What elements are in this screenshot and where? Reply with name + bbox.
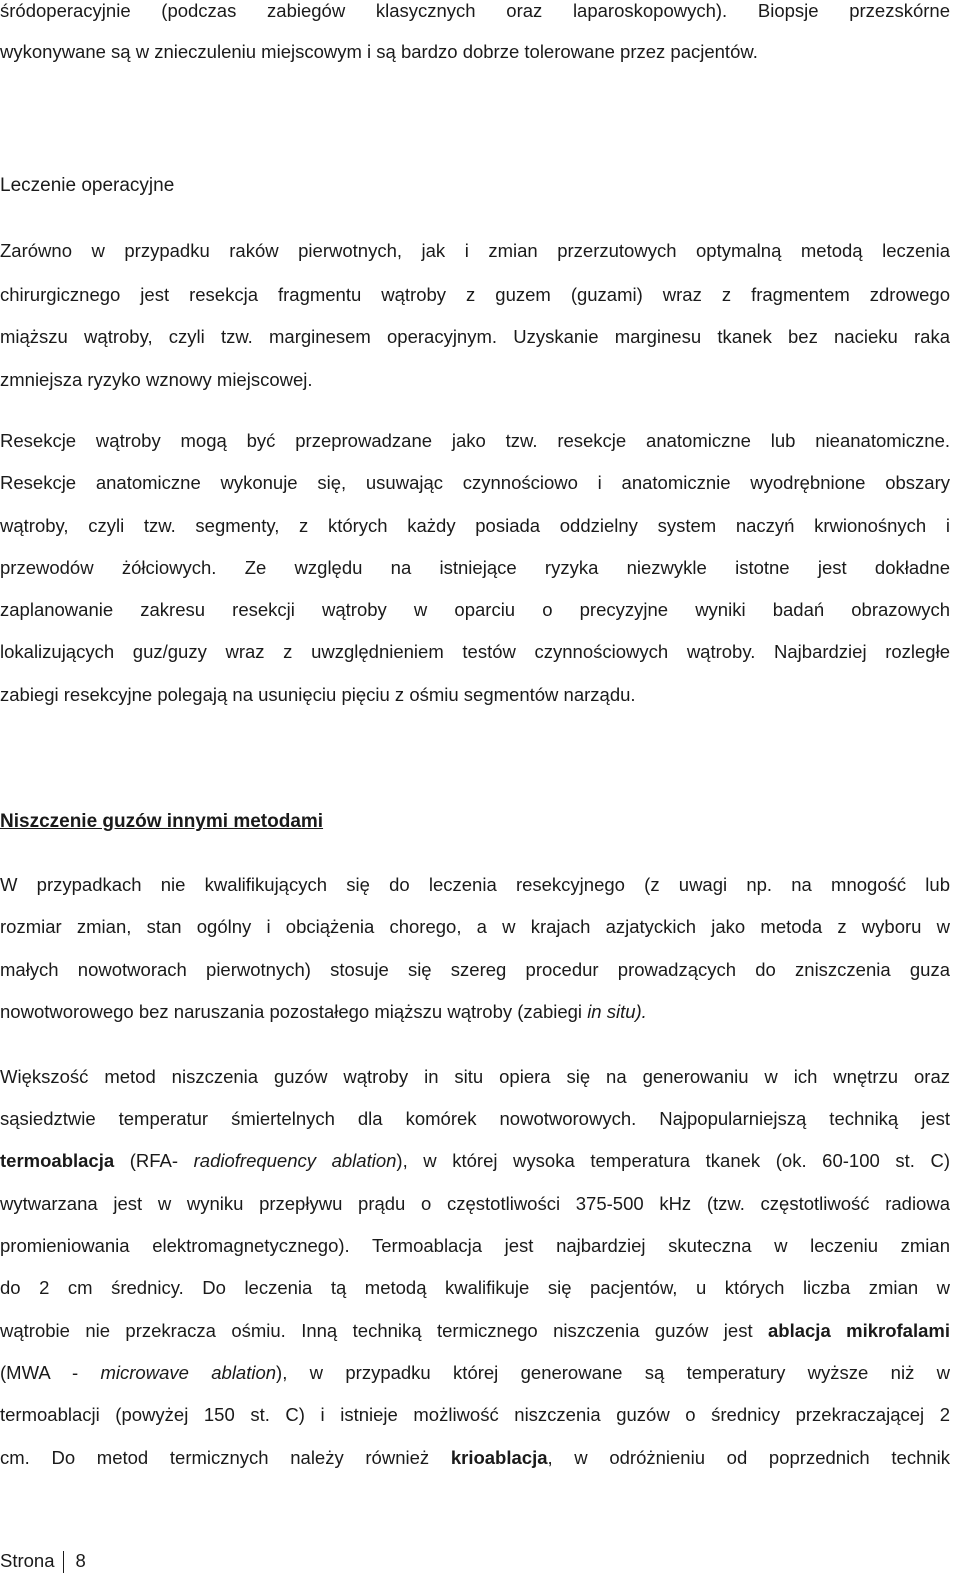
paragraph-line: miąższu wątroby, czyli tzw. marginesem operacyjnym. Uzyskanie marginesu tkanek bez nacieku raka [0, 326, 950, 347]
text-run: , w odróżnieniu od poprzednich technik [547, 1447, 950, 1468]
intro-line: wykonywane są w znieczuleniu miejscowym i są bardzo dobrze tolerowane przez pacjentów. [0, 41, 758, 62]
page-footer [0, 1550, 86, 1573]
paragraph-line: sąsiedztwie temperatur śmiertelnych dla komórek nowotworowych. Najpopularniejszą techniką jest [0, 1108, 950, 1129]
paragraph-line: Zarówno w przypadku raków pierwotnych, jak i zmian przerzutowych optymalną metodą leczenia [0, 240, 950, 261]
paragraph-line: wątroby, czyli tzw. segmenty, z których każdy posiada oddzielny system naczyń krwionośnych i [0, 515, 950, 536]
paragraph-line [0, 1320, 950, 1342]
page-number: 8 [75, 1550, 86, 1571]
paragraph-line [0, 1150, 950, 1172]
italic-text: radiofrequency ablation [193, 1150, 397, 1171]
italic-text: in situ). [587, 1001, 647, 1022]
text-run: ), w której wysoka temperatura tkanek (ok. 60-100 st. C) [396, 1150, 950, 1171]
paragraph-line: rozmiar zmian, stan ogólny i obciążenia chorego, a w krajach azjatyckich jako metoda z wyboru w [0, 916, 950, 937]
paragraph-line: W przypadkach nie kwalifikujących się do leczenia resekcyjnego (z uwagi np. na mnogość lub [0, 874, 950, 895]
bold-term: ablacja mikrofalami [768, 1320, 950, 1341]
paragraph-line: Resekcje anatomiczne wykonuje się, usuwając czynnościowo i anatomicznie wyodrębnione obszary [0, 472, 950, 493]
bold-term: termoablacja [0, 1150, 115, 1171]
paragraph-line: Resekcje wątroby mogą być przeprowadzane jako tzw. resekcje anatomiczne lub nieanatomiczne. [0, 430, 950, 451]
paragraph-line: lokalizujących guz/guzy wraz z uwzględnieniem testów czynnościowych wątroby. Najbardziej rozległe [0, 641, 950, 662]
text-run: cm. Do metod termicznych należy również [0, 1447, 451, 1468]
paragraph-line: zmniejsza ryzyko wznowy miejscowej. [0, 369, 313, 390]
text-run: ), w przypadku której generowane są temperatury wyższe niż w [276, 1362, 950, 1383]
paragraph-line: małych nowotworach pierwotnych) stosuje się szereg procedur prowadzących do zniszczenia guza [0, 959, 950, 980]
intro-line: śródoperacyjnie (podczas zabiegów klasycznych oraz laparoskopowych). Biopsje przezskórne [0, 0, 950, 21]
text-run: (MWA - [0, 1362, 101, 1383]
bold-term: krioablacja [450, 1447, 548, 1468]
page-label: Strona [0, 1550, 55, 1571]
paragraph-line: zabiegi resekcyjne polegają na usunięciu pięciu z ośmiu segmentów narządu. [0, 684, 636, 705]
paragraph-line: termoablacji (powyżej 150 st. C) i istnieje możliwość niszczenia guzów o średnicy przekraczającej 2 [0, 1404, 950, 1425]
paragraph-line: wytwarzana jest w wyniku przepływu prądu o częstotliwości 375-500 kHz (tzw. częstotliwość radiowa [0, 1193, 950, 1214]
paragraph-line: Większość metod niszczenia guzów wątroby in situ opiera się na generowaniu w ich wnętrzu oraz [0, 1066, 950, 1087]
paragraph-line [0, 1001, 950, 1023]
paragraph-line: zaplanowanie zakresu resekcji wątroby w oparciu o precyzyjne wyniki badań obrazowych [0, 599, 950, 620]
paragraph-line [0, 1447, 950, 1469]
text-run: nowotworowego bez naruszania pozostałego miąższu wątroby (zabiegi [0, 1001, 588, 1022]
paragraph-line: promieniowania elektromagnetycznego). Termoablacja jest najbardziej skuteczna w leczeniu zmian [0, 1235, 950, 1256]
paragraph-line: przewodów żółciowych. Ze względu na istniejące ryzyka niezwykle istotne jest dokładne [0, 557, 950, 578]
section-heading-ablation: Niszczenie guzów innymi metodami [0, 811, 324, 832]
paragraph-line: do 2 cm średnicy. Do leczenia tą metodą kwalifikuje się pacjentów, u których liczba zmian w [0, 1277, 950, 1298]
text-run: (RFA- [114, 1150, 194, 1171]
section-heading-surgery: Leczenie operacyjne [0, 175, 175, 196]
footer-separator [63, 1551, 64, 1573]
italic-text: microwave ablation [100, 1362, 277, 1383]
paragraph-line: chirurgicznego jest resekcja fragmentu wątroby z guzem (guzami) wraz z fragmentem zdrowego [0, 284, 950, 305]
text-run: wątrobie nie przekracza ośmiu. Inną techniką termicznego niszczenia guzów jest [0, 1320, 768, 1341]
paragraph-line [0, 1362, 950, 1384]
